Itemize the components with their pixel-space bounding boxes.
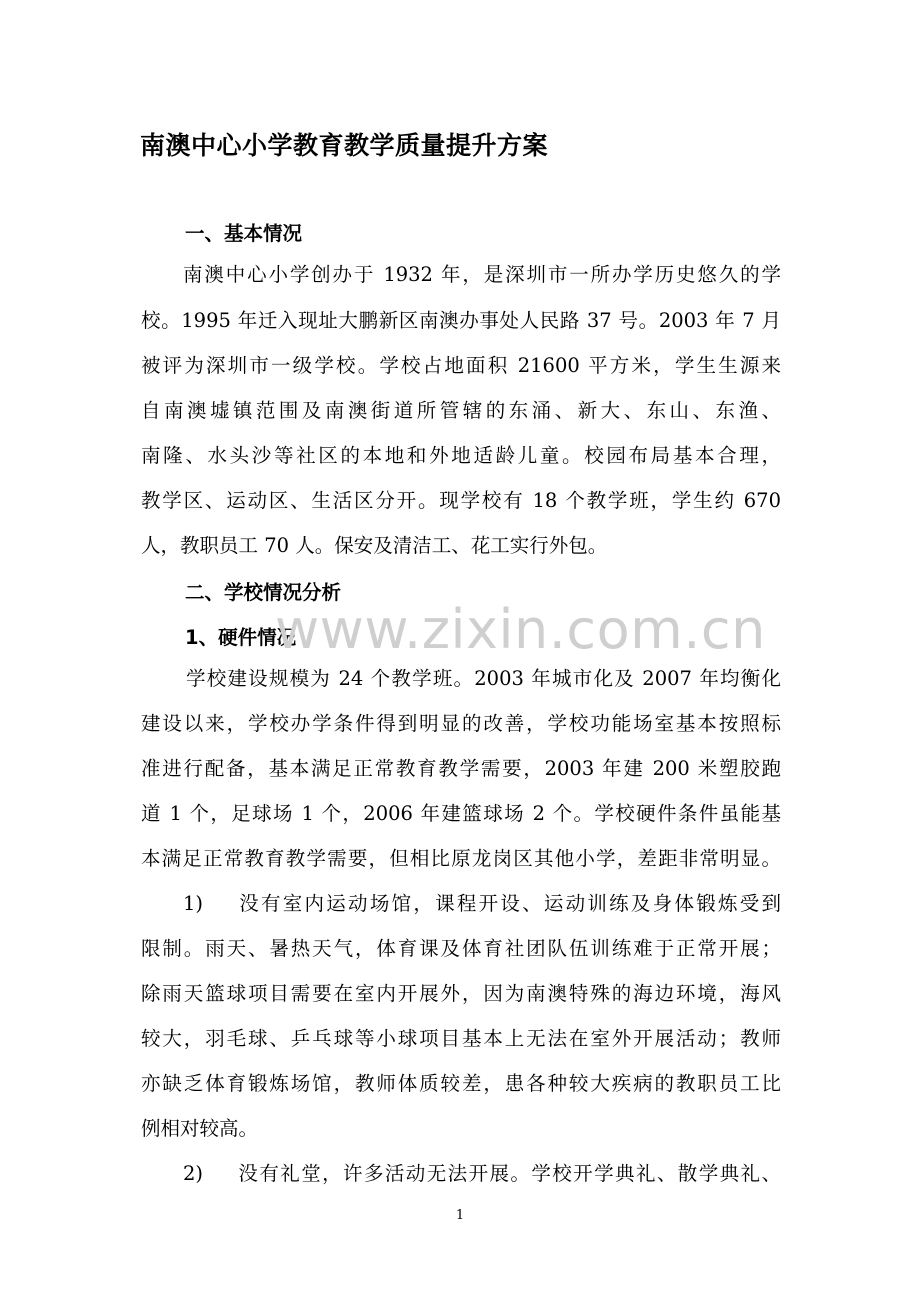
paragraph-line: 人，教职员工 70 人。保安及清洁工、花工实行外包。 <box>141 534 608 557</box>
paragraph-line: 道 1 个，足球场 1 个，2006 年建篮球场 2 个。学校硬件条件虽能基 <box>141 802 781 825</box>
paragraph-line: 准进行配备，基本满足正常教育教学需要，2003 年建 200 米塑胶跑 <box>141 757 781 780</box>
list-item-2 <box>183 1161 781 1187</box>
list-item-text: 没有室内运动场馆，课程开设、运动训练及身体锻炼受到 <box>237 892 781 915</box>
paragraph-line: 校。1995 年迁入现址大鹏新区南澳办事处人民路 37 号。2003 年 7 月 <box>141 309 781 332</box>
paragraph-line: 本满足正常教育教学需要，但相比原龙岗区其他小学，差距非常明显。 <box>141 847 781 870</box>
list-number: 2) <box>183 1162 204 1185</box>
paragraph-line: 例相对较高。 <box>141 1117 259 1140</box>
paragraph-line: 较大，羽毛球、乒乓球等小球项目基本上无法在室外开展活动；教师 <box>141 1027 781 1050</box>
watermark: www.zixin.com.cn <box>275 598 766 661</box>
paragraph-line: 学校建设规模为 24 个教学班。2003 年城市化及 2007 年均衡化 <box>186 667 781 690</box>
paragraph-line: 教学区、运动区、生活区分开。现学校有 18 个教学班，学生约 670 <box>141 489 781 512</box>
paragraph-line: 除雨天篮球项目需要在室内开展外，因为南澳特殊的海边环境，海风 <box>141 982 781 1005</box>
paragraph-line: 被评为深圳市一级学校。学校占地面积 21600 平方米，学生生源来 <box>141 354 781 377</box>
section-heading-basic-info: 一、基本情况 <box>185 222 303 245</box>
paragraph-line: 建设以来，学校办学条件得到明显的改善，学校功能场室基本按照标 <box>141 712 781 735</box>
paragraph-line: 自南澳墟镇范围及南澳街道所管辖的东涌、新大、东山、东渔、 <box>141 399 781 422</box>
list-item-text: 没有礼堂，许多活动无法开展。学校开学典礼、散学典礼、 <box>237 1162 781 1185</box>
page-number: 1 <box>455 1208 465 1223</box>
list-item-1 <box>183 891 781 917</box>
list-number: 1) <box>183 892 204 915</box>
paragraph-line: 南隆、水头沙等社区的本地和外地适龄儿童。校园布局基本合理， <box>141 444 781 467</box>
section-heading-analysis: 二、学校情况分析 <box>185 581 342 604</box>
subheading-hardware: 1、硬件情况 <box>185 626 297 649</box>
paragraph-line: 限制。雨天、暑热天气，体育课及体育社团队伍训练难于正常开展； <box>141 937 781 960</box>
paragraph-line: 南澳中心小学创办于 1932 年，是深圳市一所办学历史悠久的学 <box>183 263 781 286</box>
paragraph-line: 亦缺乏体育锻炼场馆，教师体质较差，患各种较大疾病的教职员工比 <box>141 1072 781 1095</box>
document-title: 南澳中心小学教育教学质量提升方案 <box>140 131 549 160</box>
